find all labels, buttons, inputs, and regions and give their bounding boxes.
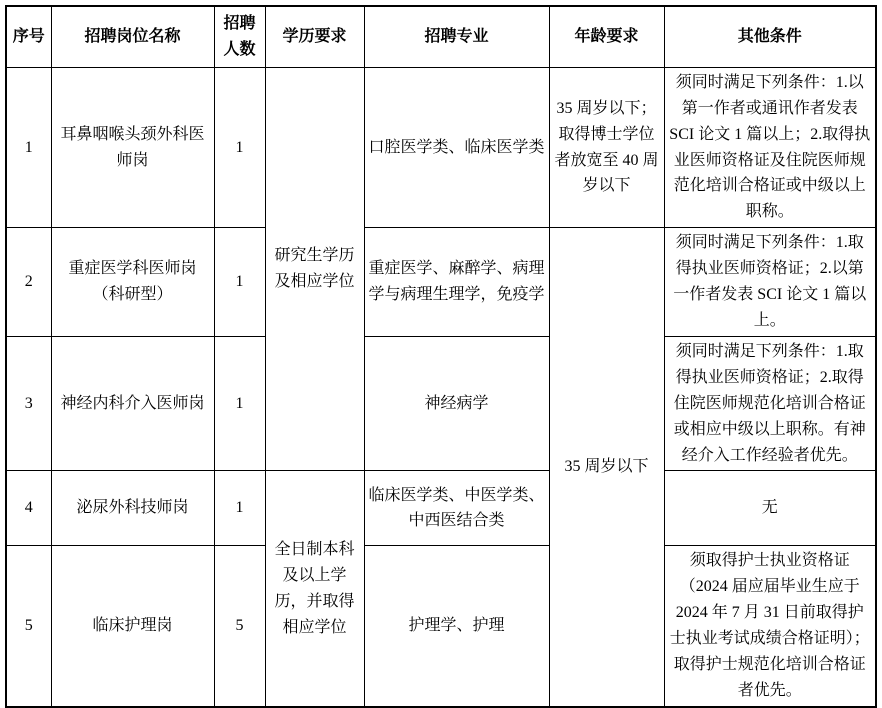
cell-count: 1 <box>214 67 265 227</box>
cell-other: 须取得护士执业资格证（2024 届应届毕业生应于 2024 年 7 月 31 日前取得护士执业考试成绩合格证明）；取得护士规范化培训合格证者优先。 <box>664 546 876 707</box>
cell-other: 须同时满足下列条件：1.取得执业医师资格证；2.取得住院医师规范化培训合格证或相应中级以上职称。有神经介入工作经验者优先。 <box>664 336 876 471</box>
cell-count: 1 <box>214 336 265 471</box>
cell-no: 4 <box>6 471 51 546</box>
cell-other: 无 <box>664 471 876 546</box>
recruitment-positions-table <box>5 5 877 708</box>
header-cell-position: 招聘岗位名称 <box>51 6 214 67</box>
table-row <box>6 336 876 471</box>
cell-count: 1 <box>214 471 265 546</box>
cell-position: 临床护理岗 <box>51 546 214 707</box>
cell-no: 2 <box>6 228 51 337</box>
header-cell-count: 招聘人数 <box>214 6 265 67</box>
cell-position: 耳鼻咽喉头颈外科医师岗 <box>51 67 214 227</box>
cell-major: 临床医学类、中医学类、中西医结合类 <box>364 471 549 546</box>
table-row <box>6 546 876 707</box>
table-row <box>6 67 876 227</box>
cell-position: 泌尿外科技师岗 <box>51 471 214 546</box>
header-cell-age: 年龄要求 <box>549 6 664 67</box>
table-row <box>6 471 876 546</box>
cell-other: 须同时满足下列条件：1.以第一作者或通讯作者发表 SCI 论文 1 篇以上；2.取得执业医师资格证及住院医师规范化培训合格证或中级以上职称。 <box>664 67 876 227</box>
cell-count: 5 <box>214 546 265 707</box>
header-cell-major: 招聘专业 <box>364 6 549 67</box>
header-row <box>6 6 876 67</box>
cell-age-merged-rows-2-5: 35 周岁以下 <box>549 228 664 707</box>
cell-position: 神经内科介入医师岗 <box>51 336 214 471</box>
cell-major: 重症医学、麻醉学、病理学与病理生理学，免疫学 <box>364 228 549 337</box>
cell-education-merged-rows-1-3: 研究生学历及相应学位 <box>265 67 364 471</box>
header-cell-no: 序号 <box>6 6 51 67</box>
cell-major: 神经病学 <box>364 336 549 471</box>
cell-education-merged-rows-4-5: 全日制本科及以上学历，并取得相应学位 <box>265 471 364 707</box>
cell-no: 3 <box>6 336 51 471</box>
cell-count: 1 <box>214 228 265 337</box>
cell-major: 口腔医学类、临床医学类 <box>364 67 549 227</box>
header-cell-other: 其他条件 <box>664 6 876 67</box>
cell-age: 35 周岁以下；取得博士学位者放宽至 40 周岁以下 <box>549 67 664 227</box>
cell-no: 1 <box>6 67 51 227</box>
cell-major: 护理学、护理 <box>364 546 549 707</box>
header-cell-education: 学历要求 <box>265 6 364 67</box>
cell-position: 重症医学科医师岗（科研型） <box>51 228 214 337</box>
cell-no: 5 <box>6 546 51 707</box>
table-row <box>6 228 876 337</box>
cell-other: 须同时满足下列条件：1.取得执业医师资格证；2.以第一作者发表 SCI 论文 1 篇以上。 <box>664 228 876 337</box>
